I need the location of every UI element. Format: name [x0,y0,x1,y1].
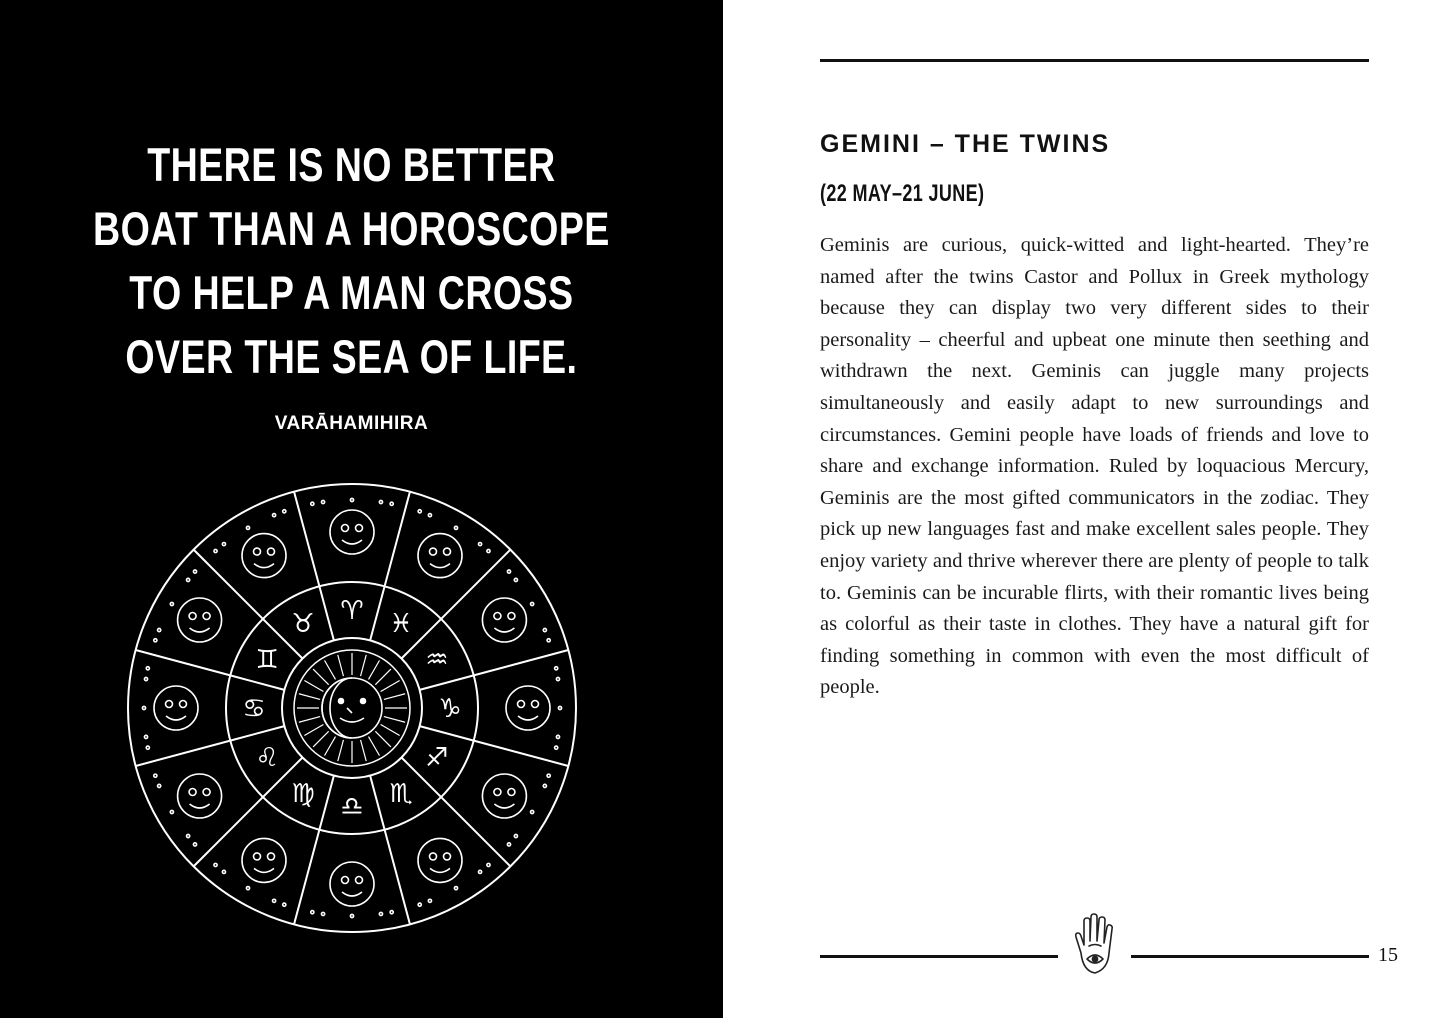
zodiac-glyph: ♒ [425,645,449,675]
footer-rule-left [820,955,1058,958]
zodiac-glyph: ♓ [389,609,413,640]
zodiac-glyph: ♈ [340,596,364,626]
wheel-divider [294,492,319,587]
wheel-divider [370,776,384,830]
wheel-divider [319,776,333,830]
twins-icon [144,542,225,680]
quote [70,133,632,389]
fish-icon [379,500,517,581]
sea-goat-icon [506,628,562,787]
palm-eye-hand-icon [1067,913,1123,979]
wheel-divider [294,830,319,925]
zodiac-wheel-icon [126,482,578,934]
wheel-divider [385,492,410,587]
ram-icon [272,498,431,554]
zodiac-glyph: ♎ [340,792,364,822]
wheel-divider [420,675,474,689]
maiden-icon [186,834,324,915]
wheel-divider [420,726,474,740]
water-bearer-icon [478,542,559,680]
zodiac-glyph: ♉ [291,609,315,640]
wheel-divider [474,650,569,675]
wheel-divider [385,830,410,925]
wheel-divider [194,550,263,619]
zodiac-glyph: ♏ [389,778,413,809]
wheel-divider [230,675,284,689]
crab-icon [142,628,198,787]
zodiac-glyph: ♐ [425,743,449,773]
bull-icon [186,500,324,581]
lion-icon [144,735,225,873]
body-paragraph: Geminis are curious, quick-witted and light-hearted. They’re named after the twins Castor and Pollux in Greek mythology because they can display two very different sides to their personality – cheerful and upbeat one minute then seething and withdrawn the next. Geminis can juggle many projects simultaneously and easily adapt to new surroundings and circumstances. Gemini people have loads of friends and love to share and exchange information. Ruled by loquacious Mercury, Geminis are the most gifted communicators in the zodiac. They pick up new languages fast and make excellent sales people. They enjoy variety and thrive wherever there are plenty of people to talk to. Geminis can be incurable flirts, with their romantic lives being as colorful as their taste in clothes. They have a natural gift for finding something in common with even the most difficult of people. [820,234,1369,699]
wheel-divider [370,586,384,640]
quote-line: BOAT THAN A HOROSCOPE [93,202,610,255]
right-page [723,0,1445,1018]
scales-icon [272,862,431,918]
section-heading: GEMINI – THE TWINS [820,130,1111,158]
wheel-divider [441,550,510,619]
scorpion-icon [379,834,517,915]
zodiac-glyph: ♍ [291,778,315,809]
quote-line: THERE IS NO BETTER [147,138,556,191]
wheel-divider [319,586,333,640]
wheel-divider [136,741,231,766]
top-rule [820,59,1369,62]
sun-moon-icon [297,653,407,763]
wheel-divider [136,650,231,675]
wheel-divider [230,726,284,740]
page-number: 15 [1378,944,1398,966]
zodiac-glyph: ♊ [255,645,279,675]
zodiac-glyph: ♌ [255,743,279,773]
zodiac-glyph: ♑ [438,694,462,724]
zodiac-glyph: ♋ [242,694,266,724]
quote-line: TO HELP A MAN CROSS [129,266,574,319]
footer-rule-right [1131,955,1369,958]
date-range: (22 MAY–21 JUNE) [820,180,985,207]
archer-icon [478,735,559,873]
wheel-divider [474,741,569,766]
quote-author: VARĀHAMIHIRA [274,413,429,434]
quote-line: OVER THE SEA OF LIFE. [125,330,578,383]
